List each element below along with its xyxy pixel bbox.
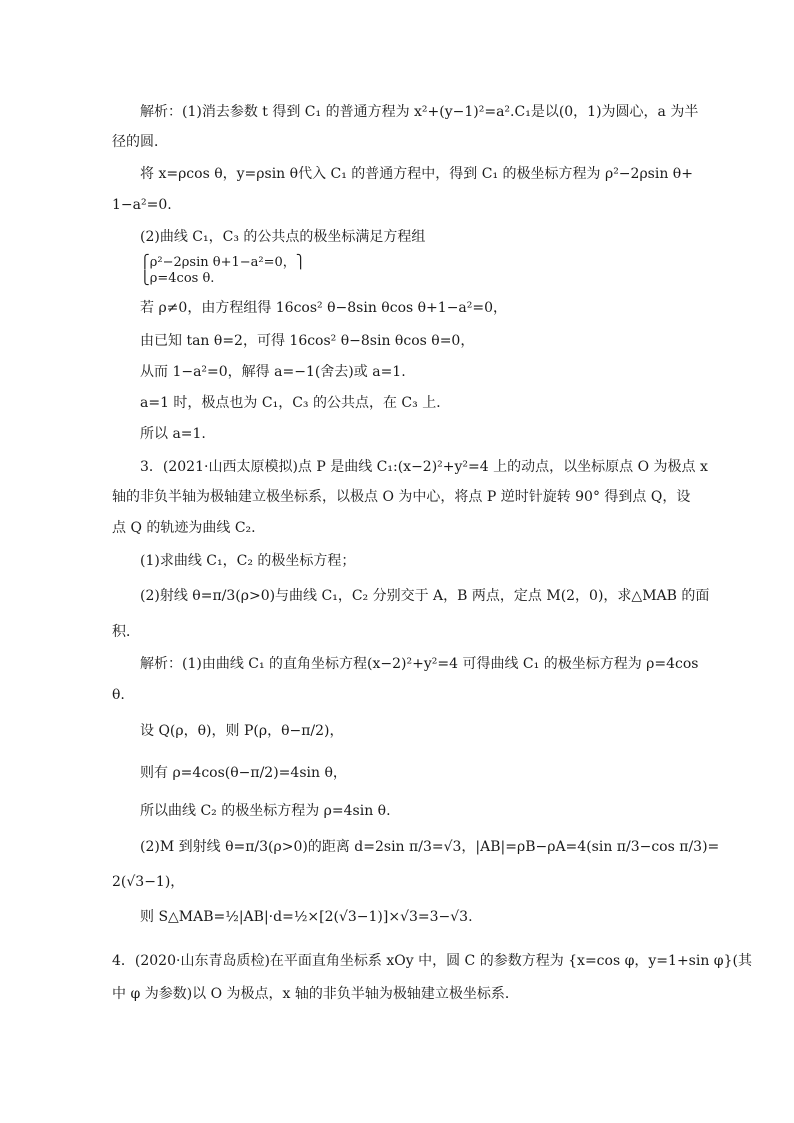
text-line: (2)曲线 C₁，C₃ 的公共点的极坐标满足方程组	[140, 229, 426, 245]
text-line: a=1 时，极点也为 C₁，C₃ 的公共点，在 C₃ 上．	[140, 395, 451, 411]
problem-heading: 4．(2020·山东青岛质检)在平面直角坐标系 xOy 中，圆 C 的参数方程为 {x=cos φ，y=1+sin φ}(其	[112, 953, 752, 969]
text-line: 轴的非负半轴为极轴建立极坐标系，以极点 O 为中心，将点 P 逆时针旋转 90° 得到点 Q，设	[112, 489, 691, 505]
text-line: 则有 ρ=4cos(θ−π/2)=4sin θ，	[140, 765, 347, 781]
text-line: 点 Q 的轨迹为曲线 C₂.	[112, 520, 256, 536]
text-line: 2(√3−1)，	[112, 874, 185, 890]
text-line: (1)求曲线 C₁，C₂ 的极坐标方程；	[140, 553, 356, 569]
text-line: (2)射线 θ=π/3(ρ>0)与曲线 C₁，C₂ 分别交于 A，B 两点，定点 M(2，0)，求△MAB 的面	[140, 588, 710, 604]
equation-system-row: ⎧ρ²−2ρsin θ+1−a²=0，⎫	[140, 255, 306, 270]
equation-system-row: ⎩ρ=4cos θ.	[140, 271, 215, 286]
text-line: 若 ρ≠0，由方程组得 16cos² θ−8sin θcos θ+1−a²=0，	[140, 300, 508, 316]
text-line: 所以曲线 C₂ 的极坐标方程为 ρ=4sin θ.	[140, 803, 391, 819]
text-line: 解析：(1)消去参数 t 得到 C₁ 的普通方程为 x²+(y−1)²=a².C₁是以(0，1)为圆心，a 为半	[140, 104, 699, 120]
text-line: 设 Q(ρ，θ)，则 P(ρ，θ−π/2)，	[140, 723, 344, 739]
text-line: 径的圆．	[112, 134, 168, 150]
text-line: 解析：(1)由曲线 C₁ 的直角坐标方程(x−2)²+y²=4 可得曲线 C₁ 的极坐标方程为 ρ=4cos	[140, 656, 699, 672]
text-line: 由已知 tan θ=2，可得 16cos² θ−8sin θcos θ=0，	[140, 333, 475, 349]
text-line: 1−a²=0.	[112, 197, 172, 213]
problem-heading: 3．(2021·山西太原模拟)点 P 是曲线 C₁:(x−2)²+y²=4 上的动点，以坐标原点 O 为极点 x	[140, 459, 708, 475]
text-line: 从而 1−a²=0，解得 a=−1(舍去)或 a=1.	[140, 364, 406, 380]
text-line: 所以 a=1.	[140, 426, 206, 442]
text-line: 积．	[112, 624, 140, 640]
text-line: 中 φ 为参数)以 O 为极点，x 轴的非负半轴为极轴建立极坐标系．	[112, 986, 519, 1002]
text-line: 将 x=ρcos θ，y=ρsin θ代入 C₁ 的普通方程中，得到 C₁ 的极坐标方程为 ρ²−2ρsin θ+	[140, 166, 693, 182]
text-line: 则 S△MAB=½|AB|·d=½×[2(√3−1)]×√3=3−√3.	[140, 909, 473, 925]
text-line: θ.	[112, 687, 125, 703]
text-line: (2)M 到射线 θ=π/3(ρ>0)的距离 d=2sin π/3=√3，|AB|=ρB−ρA=4(sin π/3−cos π/3)=	[140, 839, 720, 855]
